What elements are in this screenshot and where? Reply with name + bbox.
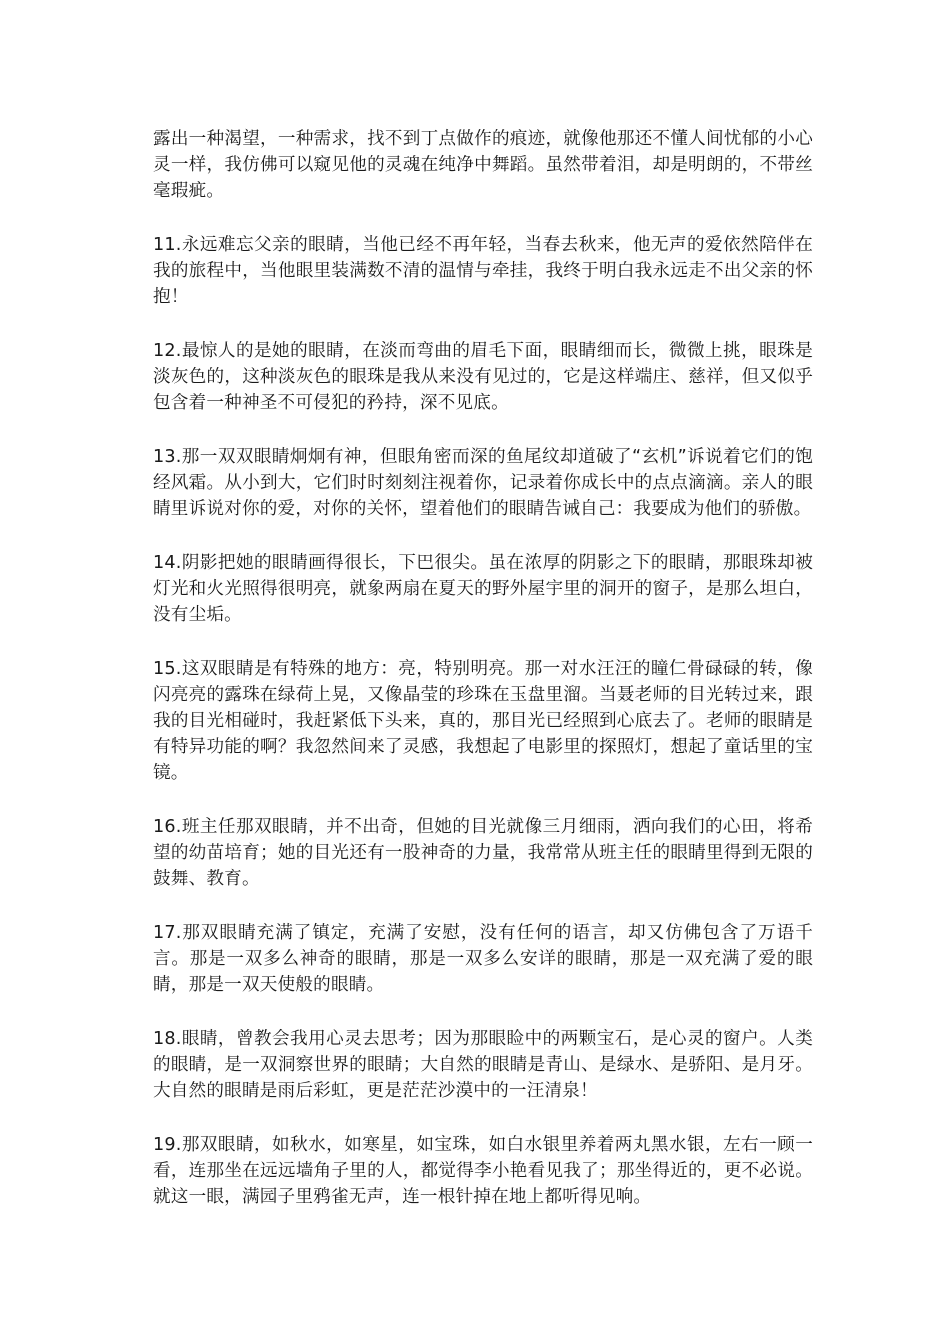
paragraph-14: 14.阴影把她的眼睛画得很长，下巴很尖。虽在浓厚的阴影之下的眼睛，那眼珠却被灯光和火光照得很明亮，就象两扇在夏天的野外屋宇里的洞开的窗子，是那么坦白，没有尘垢。 — [153, 553, 813, 625]
paragraph-19: 19.那双眼睛，如秋水，如寒星，如宝珠，如白水银里养着两丸黑水银，左右一顾一看，连那坐在远远墙角子里的人，都觉得李小艳看见我了；那坐得近的，更不必说。就这一眼，满园子里鸦雀无声，连一根针掉在地上都听得见响。 — [153, 1135, 813, 1207]
paragraph-continuation: 露出一种渴望，一种需求，找不到丁点做作的痕迹，就像他那还不懂人间忧郁的小心灵一样，我仿佛可以窥见他的灵魂在纯净中舞蹈。虽然带着泪，却是明朗的，不带丝毫瑕疵。 — [153, 129, 813, 201]
paragraph-17: 17.那双眼睛充满了镇定，充满了安慰，没有任何的语言，却又仿佛包含了万语千言。那是一双多么神奇的眼睛，那是一双多么安详的眼睛，那是一双充满了爱的眼睛，那是一双天使般的眼睛。 — [153, 923, 813, 995]
paragraph-12: 12.最惊人的是她的眼睛，在淡而弯曲的眉毛下面，眼睛细而长，微微上挑，眼珠是淡灰色的，这种淡灰色的眼珠是我从来没有见过的，它是这样端庄、慈祥，但又似乎包含着一种神圣不可侵犯的矜持，深不见底。 — [153, 341, 813, 413]
paragraph-13: 13.那一双双眼睛炯炯有神，但眼角密而深的鱼尾纹却道破了“玄机”诉说着它们的饱经风霜。从小到大，它们时时刻刻注视着你，记录着你成长中的点点滴滴。亲人的眼睛里诉说对你的爱，对你的关怀，望着他们的眼睛告诫自己：我要成为他们的骄傲。 — [153, 447, 813, 519]
paragraph-15: 15.这双眼睛是有特殊的地方：亮，特别明亮。那一对水汪汪的瞳仁骨碌碌的转，像闪亮亮的露珠在绿荷上晃，又像晶莹的珍珠在玉盘里溜。当聂老师的目光转过来，跟我的目光相碰时，我赶紧低下头来，真的，那目光已经照到心底去了。老师的眼睛是有特异功能的啊？我忽然间来了灵感，我想起了电影里的探照灯，想起了童话里的宝镜。 — [153, 659, 813, 783]
paragraph-11: 11.永远难忘父亲的眼睛，当他已经不再年轻，当春去秋来，他无声的爱依然陪伴在我的旅程中，当他眼里装满数不清的温情与牵挂，我终于明白我永远走不出父亲的怀抱！ — [153, 235, 813, 307]
paragraph-16: 16.班主任那双眼睛，并不出奇，但她的目光就像三月细雨，洒向我们的心田，将希望的幼苗培育；她的目光还有一股神奇的力量，我常常从班主任的眼睛里得到无限的鼓舞、教育。 — [153, 817, 813, 889]
document-body — [153, 126, 813, 1238]
paragraph-18: 18.眼睛，曾教会我用心灵去思考；因为那眼睑中的两颗宝石，是心灵的窗户。人类的眼睛，是一双洞察世界的眼睛；大自然的眼睛是青山、是绿水、是骄阳、是月牙。大自然的眼睛是雨后彩虹，更是茫茫沙漠中的一汪清泉！ — [153, 1029, 813, 1101]
